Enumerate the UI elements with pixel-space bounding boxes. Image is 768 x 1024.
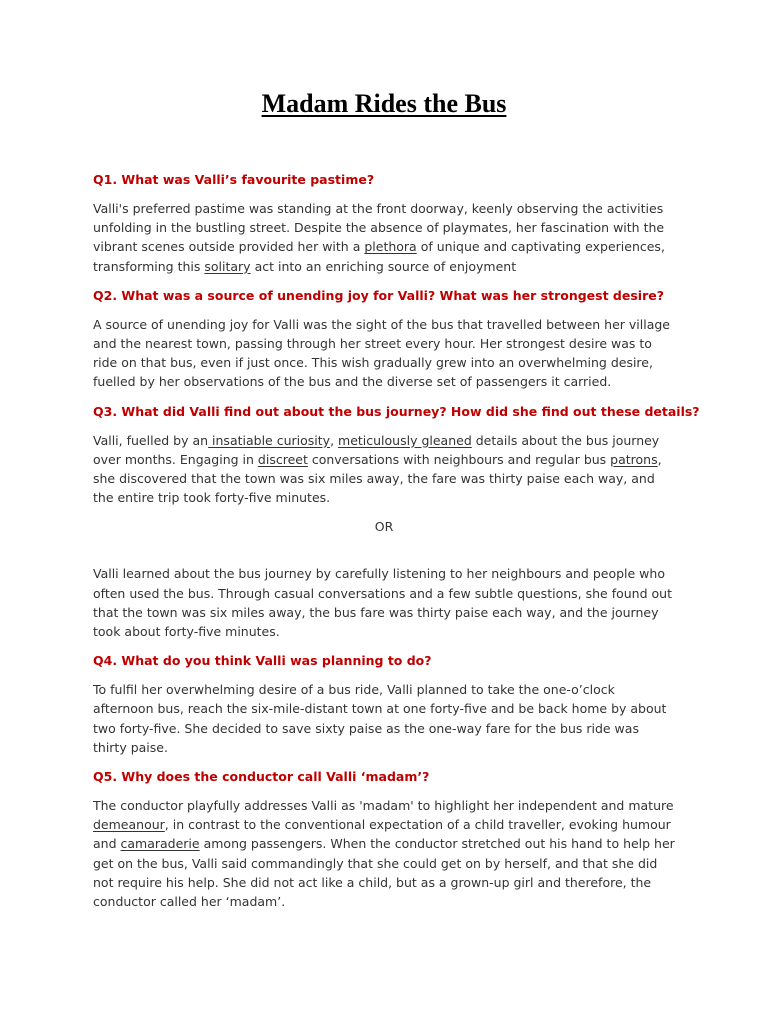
answer-text: , in contrast to the conventional expectation of a child traveller, evoking humour and xyxy=(93,817,671,852)
answer-text: conversations with neighbours and regular bus xyxy=(307,451,611,467)
question-2: Q2. What was a source of unending joy for Valli? What was her strongest desire? xyxy=(93,287,664,303)
underlined-word: camaraderie xyxy=(120,836,200,852)
answer-text: Valli learned about the bus journey by carefully listening to her neighbours and people who often used the bus. Through casual conversations and a few subtle questions, she found out that the town was six miles away, the bus fare was thirty paise each way, and the journey took about forty-five minutes. xyxy=(93,566,672,640)
page-title: Madam Rides the Bus xyxy=(261,89,507,118)
qa-content xyxy=(93,170,700,921)
answer-text: A source of unending joy for Valli was the sight of the bus that travelled between her village and the nearest town, passing through her street every hour. Her strongest desire was to ride on that bus, even if just once. This wish gradually grew into an overwhelming desire, fuelled by her observations of the bus and the diverse set of passengers it carried. xyxy=(93,316,670,390)
answer-1 xyxy=(93,199,675,276)
answer-4 xyxy=(93,680,675,757)
question-1: Q1. What was Valli’s favourite pastime? xyxy=(93,172,375,187)
answer-2 xyxy=(93,315,675,392)
answer-text: of unique and captivating experiences, transforming this xyxy=(93,239,665,274)
answer-text: act into an enriching source of enjoyment xyxy=(250,258,517,274)
answer-text: , she discovered that the town was six miles away, the fare was thirty paise each way, and the entire trip took forty-five minutes. xyxy=(93,451,662,506)
answer-5 xyxy=(93,796,675,911)
answer-text: , xyxy=(330,432,339,448)
underlined-word: meticulously gleaned xyxy=(338,432,472,448)
underlined-word: plethora xyxy=(364,239,417,255)
answer-text: Valli's preferred pastime was standing at the front doorway, keenly observing the activities unfolding in the bustling street. Despite the absence of playmates, her fascination with the vibrant scenes outside provided her with a xyxy=(93,201,665,255)
answer-text: among passengers. When the conductor stretched out his hand to help her get on the bus, Valli said commandingly that she could get on by herself, and that she did not require his help. She did not act like a child, but as a grown-up girl and therefore, the conductor called her ‘madam’. xyxy=(93,836,675,910)
answer-3 xyxy=(93,431,675,508)
answer-text: To fulfil her overwhelming desire of a bus ride, Valli planned to take the one-o’clock afternoon bus, reach the six-mile-distant town at one forty-five and be back home by about two forty-five. She decided to save sixty paise as the one-way fare for the bus ride was thirty paise. xyxy=(93,682,667,755)
question-5: Q5. Why does the conductor call Valli ‘madam’? xyxy=(93,769,430,785)
answer-3-alternative xyxy=(93,564,675,641)
underlined-word: insatiable curiosity xyxy=(208,432,331,448)
underlined-word: demeanour xyxy=(93,817,165,833)
question-3: Q3. What did Valli find out about the bus journey? How did she find out these details? xyxy=(93,403,700,419)
answer-text: details about the bus journey over months. Engaging in xyxy=(93,432,660,467)
answer-text: The conductor playfully addresses Valli as 'madam' to highlight her independent and mature xyxy=(93,798,674,814)
underlined-word: solitary xyxy=(204,258,251,274)
or-separator: OR xyxy=(374,519,394,535)
question-4: Q4. What do you think Valli was planning to do? xyxy=(93,653,432,669)
underlined-word: patrons xyxy=(610,451,658,467)
underlined-word: discreet xyxy=(257,451,308,467)
answer-text: Valli, fuelled by an xyxy=(93,432,209,448)
